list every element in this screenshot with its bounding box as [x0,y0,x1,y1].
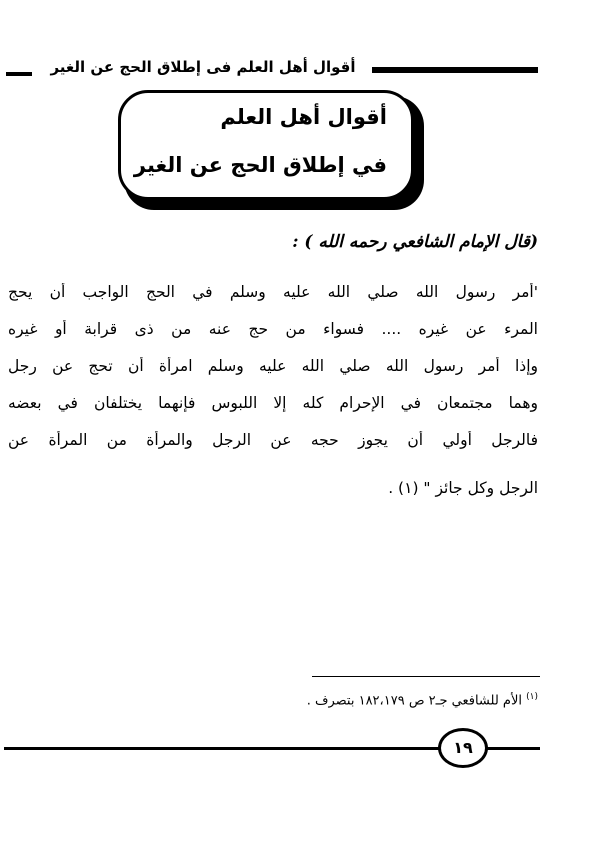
chapter-title-line-1: أقوال أهل العلم [220,105,387,129]
paragraph-line: المرء عن غيره .... فسواء من حج عنه من ذى قرابة أو غيره [8,320,538,338]
page-number: ١٩ [438,728,488,768]
running-header-title: أقوال أهل العلم فى إطلاق الحج عن الغير [50,58,356,76]
header-rule-left [6,72,32,76]
paragraph-line: 'أمر رسول الله صلي الله عليه وسلم في الحج الواجب أن يحج [8,283,538,301]
chapter-title-line-2: في إطلاق الحج عن الغير [133,153,387,177]
paragraph-line: الرجل وكل جائز " (١) . [388,479,538,497]
footnote-text: الأم للشافعي جـ٢ ص ١٨٢،١٧٩ بتصرف . [306,693,522,709]
footnote [307,692,538,708]
footnote-marker: (١) [526,692,538,702]
quote-attribution: (قال الإمام الشافعي رحمه الله ) : [292,232,538,252]
paragraph-line: وهما مجتمعان في الإحرام كله إلا اللبوس فإنهما يختلفان في بعضه [8,394,538,412]
paragraph-line: فالرجل أولي أن يجوز حجه عن الرجل والمرأة من المرأة عن [8,431,538,449]
footnote-separator [312,676,540,677]
chapter-title-box [118,90,414,200]
header-rule-right [372,67,538,73]
paragraph-line: وإذا أمر رسول الله صلي الله عليه وسلم امرأة أن تحج عن رجل [8,357,538,375]
